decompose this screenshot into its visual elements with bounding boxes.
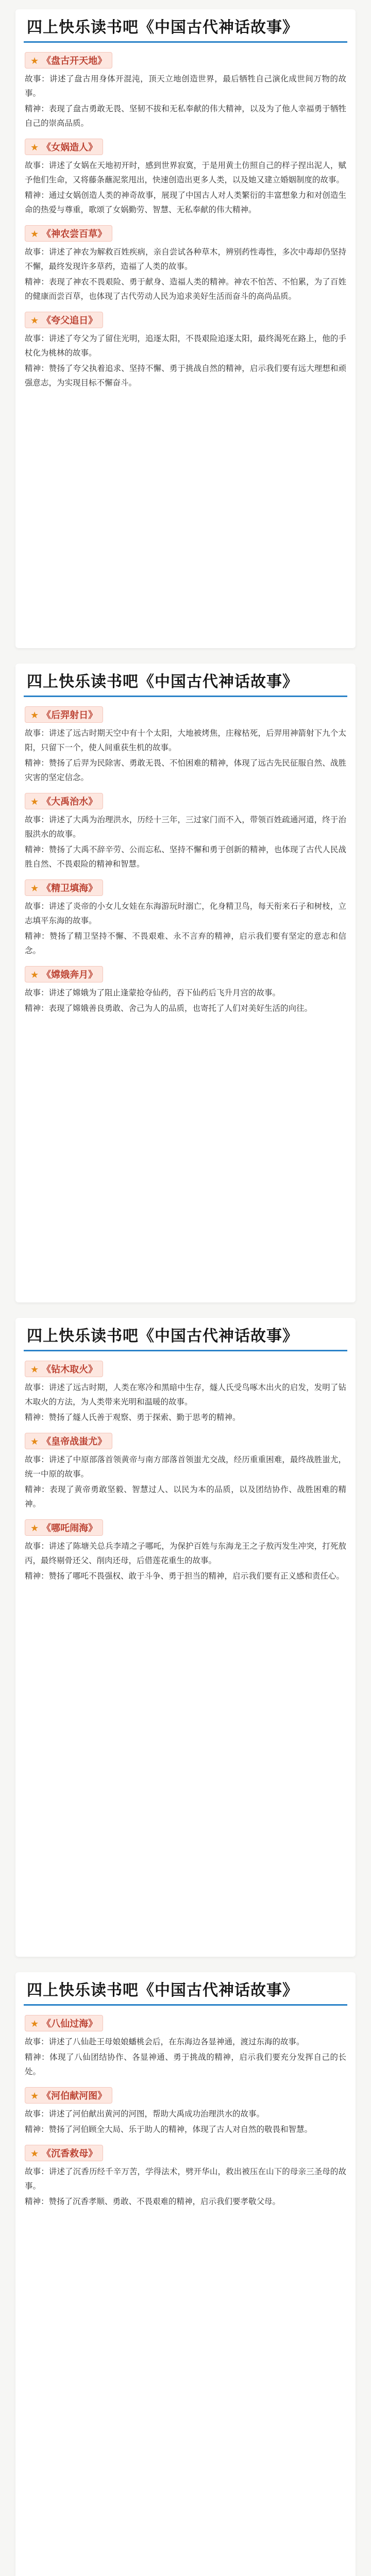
reading-card-3 (15, 1318, 356, 1957)
story-spirit: 精神：赞扬了哪吒不畏强权、敢于斗争、勇于担当的精神，启示我们要有正义感和责任心。 (25, 1571, 345, 1581)
story-block (25, 135, 346, 217)
story-summary: 故事：讲述了远古时期，人类在寒冷和黑暗中生存，燧人氏受鸟啄木出火的启发，发明了钻木取火的方法，为人类带来光明和温暖的故事。 (25, 1383, 346, 1406)
story-block (25, 876, 346, 958)
story-heading: 《大禹治水》 (42, 796, 98, 807)
story-block (25, 1430, 346, 1511)
story-spirit: 精神：表现了嫦娥善良勇敢、舍己为人的品质，也寄托了人们对美好生活的向往。 (25, 1004, 313, 1013)
story-spirit: 精神：赞扬了精卫坚持不懈、不畏艰难、永不言弃的精神，启示我们要有坚定的意志和信念。 (25, 931, 346, 955)
story-summary: 故事：讲述了女娲在天地初开时，感到世界寂寞，于是用黄土仿照自己的样子捏出泥人，赋予他们生命，又将藤条蘸泥浆甩出，快速创造出更多人类，以及她又建立婚姻制度的故事。 (25, 161, 346, 184)
story-block (25, 1358, 346, 1425)
star-icon: ★ (30, 970, 39, 980)
star-icon: ★ (30, 2091, 39, 2102)
story-heading: 《女娲造人》 (42, 142, 98, 153)
story-block (25, 222, 346, 303)
story-spirit: 精神：赞扬了大禹不辞辛劳、公而忘私、坚持不懈和勇于创新的精神，也体现了古代人民战胜自然、不畏艰险的精神和智慧。 (25, 845, 346, 869)
story-block (25, 49, 346, 130)
story-block (25, 703, 346, 785)
story-heading: 《沉香救母》 (42, 2148, 98, 2159)
story-block (25, 790, 346, 871)
story-summary: 故事：讲述了陈塘关总兵李靖之子哪吒，为保护百姓与东海龙王之子敖丙发生冲突，打死敖丙，最终剔骨还父、削肉还母，后借莲花重生的故事。 (25, 1541, 346, 1565)
reading-card-2 (15, 664, 356, 1302)
story-spirit: 精神：通过女娲创造人类的神奇故事，展现了中国古人对人类繁衍的丰富想象力和对创造生命的热爱与尊重，歌颂了女娲勤劳、智慧、无私奉献的伟大精神。 (25, 191, 346, 214)
card-title: 四上快乐读书吧《中国古代神话故事》 (24, 1318, 347, 1351)
story-summary: 故事：讲述了炎帝的小女儿女娃在东海游玩时溺亡，化身精卫鸟，每天衔来石子和树枝，立志填平东海的故事。 (25, 902, 346, 925)
story-heading: 《神农尝百草》 (42, 229, 107, 240)
story-summary: 故事：讲述了河伯献出黄河的河图，帮助大禹成功治理洪水的故事。 (25, 2109, 265, 2119)
star-icon: ★ (30, 796, 39, 807)
story-summary: 故事：讲述了神农为解救百姓疾病，亲自尝试各种草木，辨别药性毒性，多次中毒却仍坚持不懈，最终发现许多草药，造福了人类的故事。 (25, 247, 346, 271)
story-heading: 《后羿射日》 (42, 710, 98, 721)
star-icon: ★ (30, 710, 39, 721)
story-spirit: 精神：赞扬了燧人氏善于观察、勇于探索、勤于思考的精神。 (25, 1413, 241, 1422)
story-spirit: 精神：体现了八仙团结协作、各显神通、勇于挑战的精神，启示我们要充分发挥自己的长处。 (25, 2053, 346, 2076)
story-block (25, 2084, 346, 2137)
story-spirit: 精神：表现了黄帝勇敢坚毅、智慧过人、以民为本的品质，以及团结协作、战胜困难的精神。 (25, 1485, 346, 1509)
reading-card-4 (15, 1972, 356, 2576)
card-title: 四上快乐读书吧《中国古代神话故事》 (24, 1972, 347, 2006)
star-icon: ★ (30, 2148, 39, 2159)
story-block (25, 2142, 346, 2209)
story-summary: 故事：讲述了大禹为治理洪水，历经十三年，三过家门而不入，带领百姓疏通河道，终于治服洪水的故事。 (25, 815, 346, 839)
story-heading: 《嫦娥奔月》 (42, 970, 98, 980)
star-icon: ★ (30, 315, 39, 326)
star-icon: ★ (30, 229, 39, 240)
reading-card-1 (15, 9, 356, 648)
star-icon: ★ (30, 883, 39, 894)
story-heading: 《河伯献河图》 (42, 2091, 107, 2102)
story-spirit: 精神：赞扬了夸父执着追求、坚持不懈、勇于挑战自然的精神，启示我们要有远大理想和顽强意志，为实现目标不懈奋斗。 (25, 364, 346, 387)
story-heading: 《夸父追日》 (42, 315, 98, 326)
story-heading: 《八仙过海》 (42, 2019, 98, 2029)
story-heading: 《哪吒闹海》 (42, 1523, 98, 1534)
star-icon: ★ (30, 1436, 39, 1447)
story-block (25, 309, 346, 390)
story-spirit: 精神：赞扬了河伯顾全大局、乐于助人的精神，体现了古人对自然的敬畏和智慧。 (25, 2125, 313, 2134)
card-title: 四上快乐读书吧《中国古代神话故事》 (24, 9, 347, 43)
story-block (25, 963, 346, 1015)
star-icon: ★ (30, 142, 39, 153)
story-summary: 故事：讲述了沉香历经千辛万苦，学得法术，劈开华山，救出被压在山下的母亲三圣母的故事。 (25, 2167, 346, 2191)
card-title: 四上快乐读书吧《中国古代神话故事》 (24, 664, 347, 697)
story-summary: 故事：讲述了远古时期天空中有十个太阳，大地被烤焦，庄稼枯死，后羿用神箭射下九个太阳，只留下一个，使人间重获生机的故事。 (25, 728, 346, 752)
story-block (25, 2012, 346, 2079)
star-icon: ★ (30, 1523, 39, 1534)
story-block (25, 1516, 346, 1583)
story-summary: 故事：讲述了盘古用身体开混沌，顶天立地创造世界，最后牺牲自己演化成世间万物的故事。 (25, 74, 346, 98)
story-summary: 故事：讲述了嫦娥为了阻止逢蒙抢夺仙药，吞下仙药后飞升月宫的故事。 (25, 988, 281, 997)
story-spirit: 精神：表现了神农不畏艰险、勇于献身、造福人类的精神。神农不怕苦、不怕累，为了百姓的健康而尝百草，也体现了古代劳动人民为追求美好生活而奋斗的高尚品质。 (25, 277, 346, 301)
story-spirit: 精神：赞扬了沉香孝顺、勇敢、不畏艰难的精神，启示我们要孝敬父母。 (25, 2197, 281, 2206)
story-heading: 《精卫填海》 (42, 883, 98, 894)
story-heading: 《盘古开天地》 (42, 56, 107, 66)
story-spirit: 精神：赞扬了后羿为民除害、勇敢无畏、不怕困难的精神，体现了远古先民征服自然、战胜灾害的坚定信念。 (25, 758, 346, 782)
star-icon: ★ (30, 1364, 39, 1375)
story-heading: 《钻木取火》 (42, 1364, 98, 1375)
story-summary: 故事：讲述了夸父为了留住光明，追逐太阳，不畏艰险追逐太阳，最终渴死在路上，他的手杖化为桃林的故事。 (25, 334, 346, 358)
story-summary: 故事：讲述了八仙赴王母娘娘蟠桃会后，在东海边各显神通，渡过东海的故事。 (25, 2037, 305, 2046)
story-spirit: 精神：表现了盘古勇敢无畏、坚韧不拔和无私奉献的伟大精神，以及为了他人幸福勇于牺牲自己的崇高品质。 (25, 104, 346, 128)
story-heading: 《皇帝战蚩尤》 (42, 1436, 107, 1447)
star-icon: ★ (30, 2019, 39, 2029)
star-icon: ★ (30, 56, 39, 66)
story-summary: 故事：讲述了中原部落首领黄帝与南方部落首领蚩尤交战，经历重重困难，最终战胜蚩尤，统一中原的故事。 (25, 1455, 346, 1479)
